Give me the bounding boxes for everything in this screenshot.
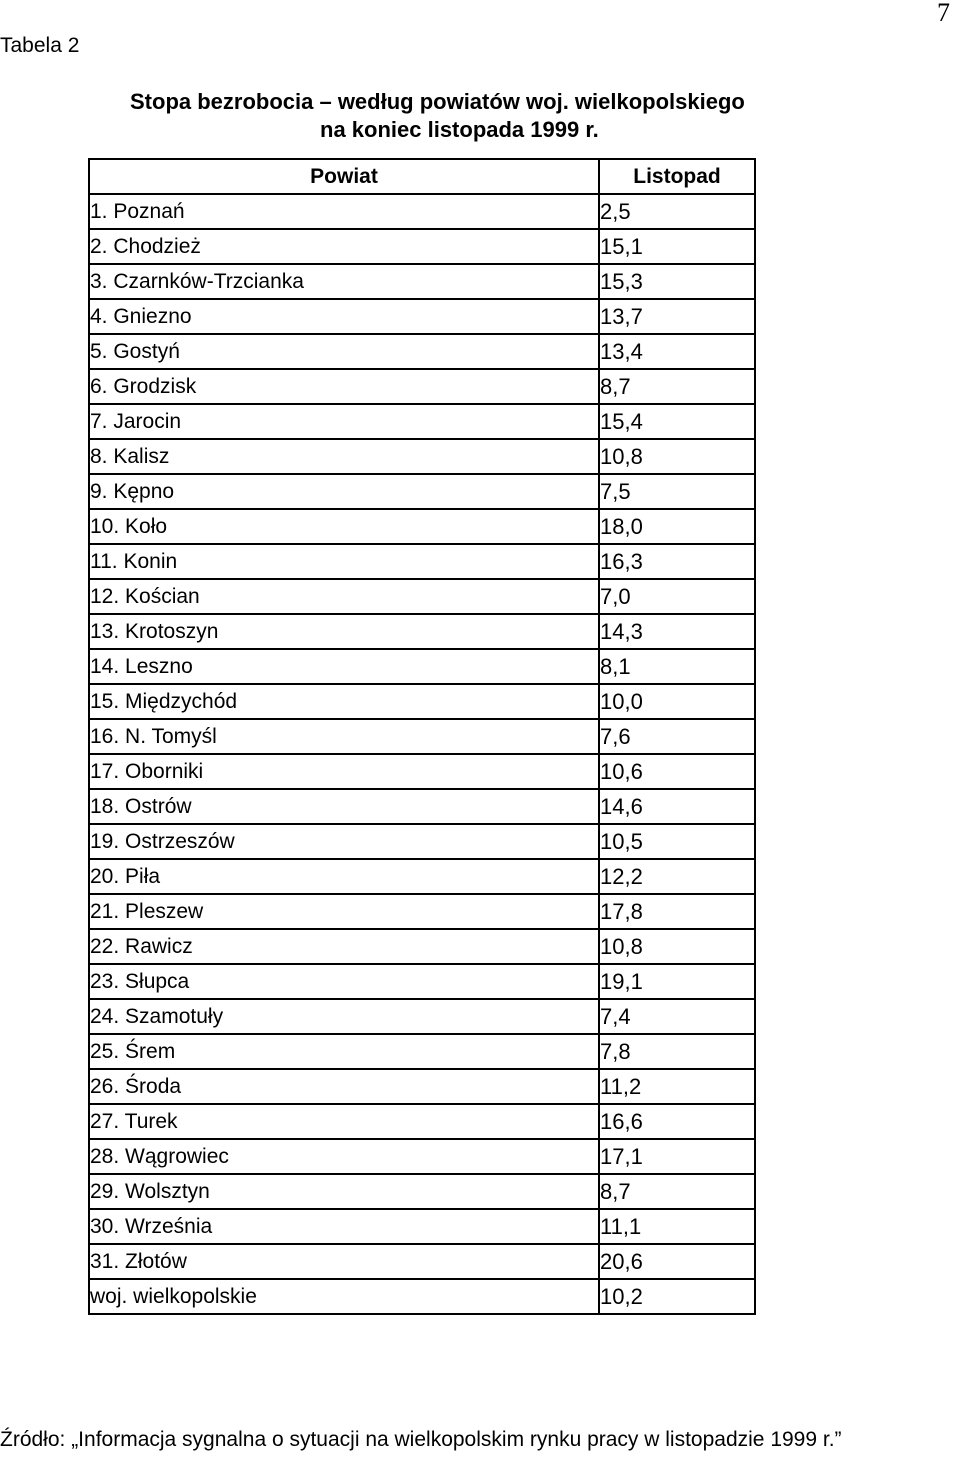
powiat-name-cell: 8. Kalisz	[89, 439, 599, 474]
powiat-name-cell: 10. Koło	[89, 509, 599, 544]
powiat-name-cell: 26. Środa	[89, 1069, 599, 1104]
powiat-name-cell: 12. Kościan	[89, 579, 599, 614]
table-row	[89, 1139, 755, 1174]
rate-value-cell: 8,7	[599, 369, 755, 404]
table-row	[89, 824, 755, 859]
table-row	[89, 1069, 755, 1104]
powiat-name-cell: 1. Poznań	[89, 194, 599, 229]
table-row	[89, 1174, 755, 1209]
table-row	[89, 299, 755, 334]
table-row	[89, 1209, 755, 1244]
table-label: Tabela 2	[0, 34, 80, 57]
rate-value-cell: 13,4	[599, 334, 755, 369]
rate-value-cell: 2,5	[599, 194, 755, 229]
powiat-name-cell: 14. Leszno	[89, 649, 599, 684]
page-number: 7	[937, 0, 950, 27]
table-row	[89, 929, 755, 964]
table-row	[89, 614, 755, 649]
table-row	[89, 334, 755, 369]
rate-value-cell: 15,3	[599, 264, 755, 299]
table-row	[89, 894, 755, 929]
rate-value-cell: 16,6	[599, 1104, 755, 1139]
rate-value-cell: 17,8	[599, 894, 755, 929]
rate-value-cell: 11,1	[599, 1209, 755, 1244]
rate-value-cell: 11,2	[599, 1069, 755, 1104]
powiat-name-cell: 21. Pleszew	[89, 894, 599, 929]
powiat-name-cell: 20. Piła	[89, 859, 599, 894]
table-row	[89, 404, 755, 439]
rate-value-cell: 7,8	[599, 1034, 755, 1069]
powiat-name-cell: woj. wielkopolskie	[89, 1279, 599, 1314]
table-row	[89, 789, 755, 824]
table-row	[89, 1034, 755, 1069]
powiat-name-cell: 6. Grodzisk	[89, 369, 599, 404]
table-row	[89, 964, 755, 999]
table-row	[89, 474, 755, 509]
table-row	[89, 194, 755, 229]
powiat-name-cell: 25. Śrem	[89, 1034, 599, 1069]
header-powiat: Powiat	[89, 159, 599, 194]
rate-value-cell: 15,4	[599, 404, 755, 439]
rate-value-cell: 10,8	[599, 929, 755, 964]
source-note: Źródło: „Informacja sygnalna o sytuacji na wielkopolskim rynku pracy w listopadzie 1999 r.”	[0, 1428, 842, 1451]
rate-value-cell: 7,6	[599, 719, 755, 754]
powiat-name-cell: 5. Gostyń	[89, 334, 599, 369]
powiat-name-cell: 9. Kępno	[89, 474, 599, 509]
table-row	[89, 439, 755, 474]
table-row	[89, 719, 755, 754]
rate-value-cell: 13,7	[599, 299, 755, 334]
table-header-row	[89, 159, 755, 194]
rate-value-cell: 18,0	[599, 509, 755, 544]
table-row	[89, 754, 755, 789]
powiat-name-cell: 16. N. Tomyśl	[89, 719, 599, 754]
rate-value-cell: 7,4	[599, 999, 755, 1034]
powiat-name-cell: 18. Ostrów	[89, 789, 599, 824]
table-row	[89, 1244, 755, 1279]
table-row	[89, 649, 755, 684]
rate-value-cell: 15,1	[599, 229, 755, 264]
powiat-name-cell: 24. Szamotuły	[89, 999, 599, 1034]
powiat-name-cell: 31. Złotów	[89, 1244, 599, 1279]
table-title	[90, 88, 754, 144]
powiat-name-cell: 17. Oborniki	[89, 754, 599, 789]
table-row	[89, 369, 755, 404]
rate-value-cell: 14,3	[599, 614, 755, 649]
powiat-name-cell: 28. Wągrowiec	[89, 1139, 599, 1174]
unemployment-table	[88, 158, 756, 1315]
table-row	[89, 1279, 755, 1314]
title-line-2: na koniec listopada 1999 r.	[320, 117, 599, 142]
powiat-name-cell: 30. Września	[89, 1209, 599, 1244]
powiat-name-cell: 4. Gniezno	[89, 299, 599, 334]
table-row	[89, 684, 755, 719]
table-row	[89, 859, 755, 894]
rate-value-cell: 10,6	[599, 754, 755, 789]
powiat-name-cell: 11. Konin	[89, 544, 599, 579]
powiat-name-cell: 27. Turek	[89, 1104, 599, 1139]
powiat-name-cell: 23. Słupca	[89, 964, 599, 999]
powiat-name-cell: 3. Czarnków-Trzcianka	[89, 264, 599, 299]
powiat-name-cell: 13. Krotoszyn	[89, 614, 599, 649]
table-row	[89, 1104, 755, 1139]
header-listopad: Listopad	[599, 159, 755, 194]
table-body	[89, 194, 755, 1314]
rate-value-cell: 12,2	[599, 859, 755, 894]
rate-value-cell: 8,7	[599, 1174, 755, 1209]
rate-value-cell: 14,6	[599, 789, 755, 824]
table-row	[89, 544, 755, 579]
powiat-name-cell: 29. Wolsztyn	[89, 1174, 599, 1209]
table-row	[89, 999, 755, 1034]
title-line-1: Stopa bezrobocia – według powiatów woj. wielkopolskiego	[130, 89, 745, 114]
table-row	[89, 579, 755, 614]
rate-value-cell: 17,1	[599, 1139, 755, 1174]
powiat-name-cell: 15. Międzychód	[89, 684, 599, 719]
table-row	[89, 509, 755, 544]
rate-value-cell: 10,5	[599, 824, 755, 859]
rate-value-cell: 16,3	[599, 544, 755, 579]
rate-value-cell: 7,5	[599, 474, 755, 509]
rate-value-cell: 8,1	[599, 649, 755, 684]
rate-value-cell: 10,0	[599, 684, 755, 719]
rate-value-cell: 20,6	[599, 1244, 755, 1279]
rate-value-cell: 7,0	[599, 579, 755, 614]
powiat-name-cell: 22. Rawicz	[89, 929, 599, 964]
powiat-name-cell: 7. Jarocin	[89, 404, 599, 439]
rate-value-cell: 10,2	[599, 1279, 755, 1314]
table-row	[89, 229, 755, 264]
rate-value-cell: 19,1	[599, 964, 755, 999]
powiat-name-cell: 2. Chodzież	[89, 229, 599, 264]
rate-value-cell: 10,8	[599, 439, 755, 474]
table-row	[89, 264, 755, 299]
powiat-name-cell: 19. Ostrzeszów	[89, 824, 599, 859]
